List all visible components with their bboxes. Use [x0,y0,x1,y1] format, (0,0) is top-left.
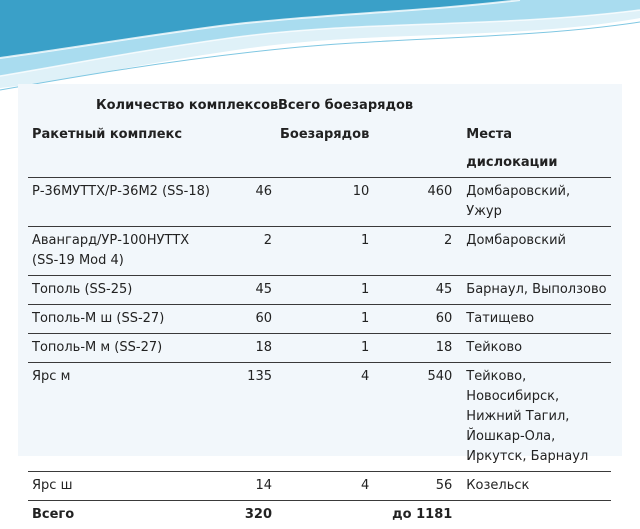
table-row [28,305,611,334]
launchers-cell: 45 [216,276,276,305]
system-name [28,276,216,305]
total-warheads-cell: 60 [373,305,456,334]
table-header-row [28,121,611,178]
system-name [28,227,216,276]
table-row [28,227,611,276]
totals-empty [276,501,373,529]
totals-label: Всего [28,501,216,529]
launchers-cell: 18 [216,334,276,363]
system-name-line: Тополь-М м (SS-27) [32,338,212,358]
system-name-line: Тополь-М ш (SS-27) [32,309,212,329]
launchers-cell: 135 [216,363,276,472]
complex-count-label: Количество комплексов [96,98,278,113]
warheads-cell: 4 [276,472,373,501]
total-warheads-cell: 56 [373,472,456,501]
total-warheads-cell: 540 [373,363,456,472]
system-name [28,178,216,227]
totals-warheads: до 1181 [373,501,456,529]
location-line: Козельск [466,476,607,496]
warheads-cell: 4 [276,363,373,472]
system-name-line: Авангард/УР-100НУТТХ [32,231,212,251]
col-warheads: Боезарядов [276,121,373,178]
totals-row [28,501,611,529]
locations-cell [456,305,611,334]
table-row [28,178,611,227]
totals-launchers: 320 [216,501,276,529]
total-warheads-cell: 460 [373,178,456,227]
location-line: Тейково, Новосибирск, [466,367,607,407]
launchers-cell: 60 [216,305,276,334]
col-system: Ракетный комплекс [28,121,216,178]
system-name-line: Ярс м [32,367,212,387]
locations-cell [456,227,611,276]
locations-cell [456,276,611,305]
warheads-cell: 1 [276,305,373,334]
system-name [28,334,216,363]
locations-cell [456,334,611,363]
location-line: Иркутск, Барнаул [466,447,607,467]
warheads-cell: 1 [276,334,373,363]
table-row [28,363,611,472]
locations-cell [456,472,611,501]
system-name-line: Ярс ш [32,476,212,496]
col-launchers [216,121,276,178]
table-super-header [0,96,640,118]
warheads-cell: 1 [276,276,373,305]
location-line: Домбаровский, Ужур [466,182,607,222]
system-name-line: Р-36МУТТХ/Р-36М2 (SS-18) [32,182,212,202]
total-warheads-cell: 45 [373,276,456,305]
total-warheads-cell: 2 [373,227,456,276]
system-name [28,363,216,472]
total-warheads-label: Всего боезарядов [278,98,413,113]
table-row [28,276,611,305]
system-name [28,472,216,501]
location-line: Барнаул, Выползово [466,280,607,300]
location-line: Тейково [466,338,607,358]
totals-empty-places [456,501,611,529]
launchers-cell: 14 [216,472,276,501]
location-line: Татищево [466,309,607,329]
system-name-line: Тополь (SS-25) [32,280,212,300]
total-warheads-cell: 18 [373,334,456,363]
warheads-cell: 10 [276,178,373,227]
table-row [28,334,611,363]
locations-cell [456,178,611,227]
col-locations: Места дислокации [456,121,611,178]
table-body [28,178,611,529]
launchers-cell: 2 [216,227,276,276]
system-name-line: (SS-19 Mod 4) [32,251,212,271]
table-row [28,472,611,501]
locations-cell [456,363,611,472]
col-total [373,121,456,178]
launchers-cell: 46 [216,178,276,227]
missile-table [28,121,611,529]
location-line: Нижний Тагил, Йошкар-Ола, [466,407,607,447]
warheads-cell: 1 [276,227,373,276]
location-line: Домбаровский [466,231,607,251]
system-name [28,305,216,334]
